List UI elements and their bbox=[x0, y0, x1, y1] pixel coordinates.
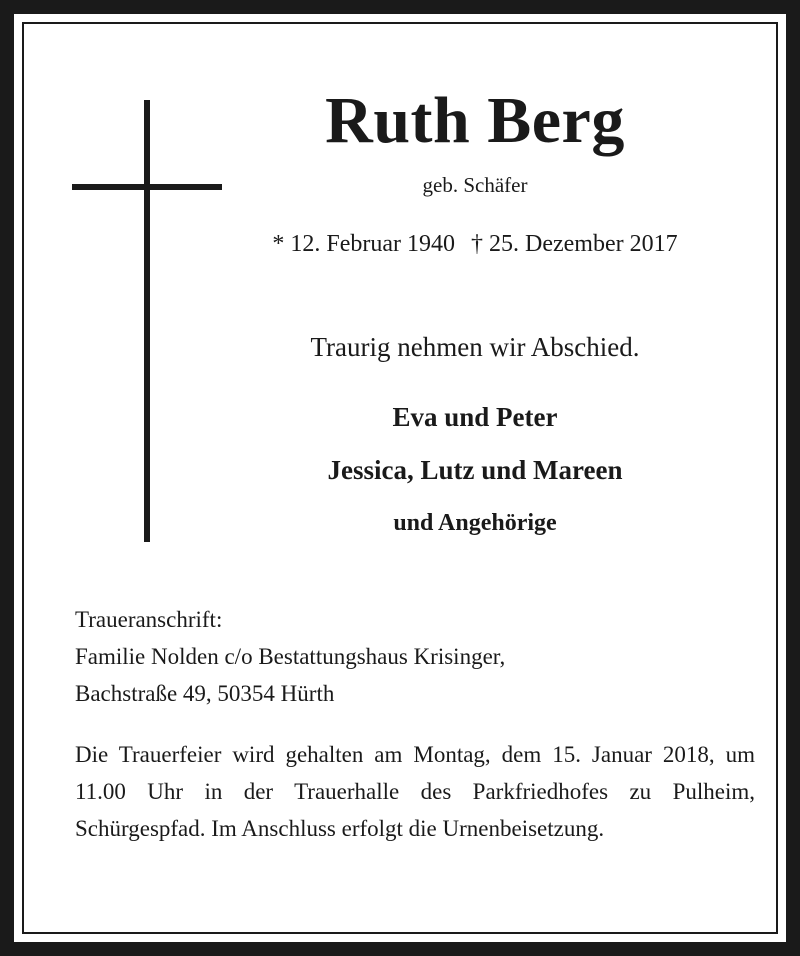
mourner-line: Eva und Peter bbox=[392, 402, 558, 432]
condolence-address bbox=[75, 601, 755, 712]
farewell-text: Traurig nehmen wir Abschied. bbox=[310, 332, 640, 362]
maiden-name: geb. Schäfer bbox=[422, 173, 528, 197]
cross-icon-horizontal-beam bbox=[72, 184, 222, 190]
ceremony-details: Die Trauerfeier wird gehalten am Montag, dem 15. Januar 2018, um 11.00 Uhr in der Trauerhalle des Parkfriedhofes zu Pulheim, Schürgespfad. Im Anschluss erfolgt die Urnenbeisetzung. bbox=[75, 742, 755, 841]
address-line: Bachstraße 49, 50354 Hürth bbox=[75, 681, 335, 706]
mourner-line: und Angehörige bbox=[393, 510, 557, 536]
deceased-name: Ruth Berg bbox=[325, 84, 625, 157]
life-dates bbox=[229, 232, 721, 256]
address-heading: Traueranschrift: bbox=[75, 607, 223, 632]
address-line: Familie Nolden c/o Bestattungshaus Krisinger, bbox=[75, 644, 506, 669]
death-date: † 25. Dezember 2017 bbox=[471, 231, 678, 257]
birth-date: * 12. Februar 1940 bbox=[272, 231, 456, 257]
cross-icon-vertical-beam bbox=[144, 100, 150, 542]
mourner-line: Jessica, Lutz und Mareen bbox=[327, 455, 623, 485]
